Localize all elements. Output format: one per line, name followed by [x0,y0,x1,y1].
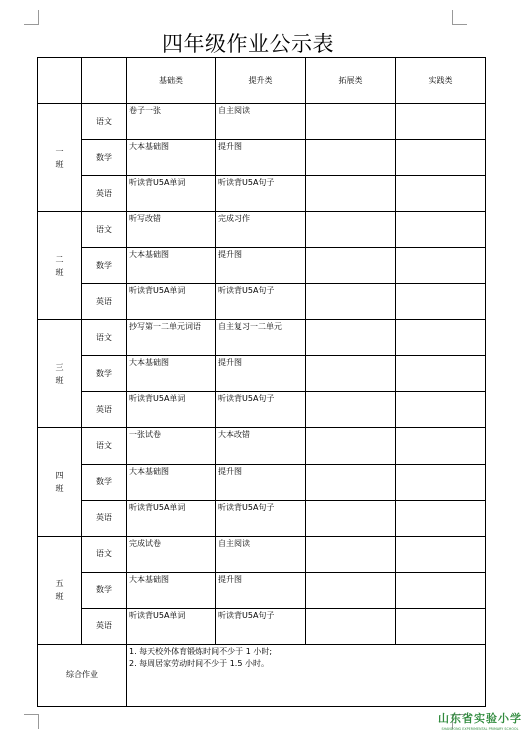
table-row [38,608,486,644]
extension-cell [306,608,396,644]
practice-cell [396,320,486,356]
comprehensive-note-line: 1. 每天校外体育锻炼时间不少于 1 小时; [129,646,273,656]
advanced-cell: 完成习作 [216,212,306,248]
header-extension: 拓展类 [306,58,396,104]
extension-cell [306,212,396,248]
subject-cell: 英语 [82,500,127,536]
class-name-text: 五班 [55,579,64,602]
table-row [38,392,486,428]
subject-cell: 数学 [82,464,127,500]
comprehensive-notes [127,644,486,706]
basic-cell: 一张试卷 [127,428,216,464]
extension-cell [306,176,396,212]
basic-cell: 听写改错 [127,212,216,248]
subject-cell: 数学 [82,140,127,176]
school-logo-english: SHANDONG EXPERIMENTAL PRIMARY SCHOOL [441,727,519,731]
advanced-cell: 提升图 [216,356,306,392]
extension-cell [306,140,396,176]
class-name [38,536,82,644]
basic-cell: 大本基础图 [127,356,216,392]
header-row [38,58,486,104]
subject-cell: 英语 [82,608,127,644]
subject-cell: 数学 [82,356,127,392]
advanced-cell: 听读背U5A句子 [216,176,306,212]
practice-cell [396,392,486,428]
practice-cell [396,176,486,212]
advanced-cell: 听读背U5A句子 [216,500,306,536]
table-row [38,500,486,536]
class-name [38,428,82,536]
subject-cell: 英语 [82,392,127,428]
advanced-cell: 提升图 [216,140,306,176]
practice-cell [396,536,486,572]
header-blank [38,58,82,104]
basic-cell: 听读背U5A单词 [127,608,216,644]
header-basic: 基础类 [127,58,216,104]
advanced-cell: 听读背U5A句子 [216,392,306,428]
subject-cell: 语文 [82,104,127,140]
crop-mark-top-right [452,10,467,25]
table-row [38,320,486,356]
practice-cell [396,284,486,320]
subject-cell: 语文 [82,212,127,248]
basic-cell: 大本基础图 [127,572,216,608]
class-name [38,104,82,212]
practice-cell [396,572,486,608]
table-row [38,284,486,320]
advanced-cell: 提升图 [216,248,306,284]
advanced-cell: 大本改错 [216,428,306,464]
extension-cell [306,536,396,572]
homework-table [37,57,486,707]
table-row [38,464,486,500]
table-row [38,212,486,248]
subject-cell: 数学 [82,572,127,608]
table-row [38,104,486,140]
basic-cell: 听读背U5A单词 [127,284,216,320]
advanced-cell: 听读背U5A句子 [216,284,306,320]
extension-cell [306,248,396,284]
extension-cell [306,104,396,140]
extension-cell [306,356,396,392]
table-row [38,248,486,284]
extension-cell [306,284,396,320]
practice-cell [396,608,486,644]
table-row [38,536,486,572]
subject-cell: 数学 [82,248,127,284]
practice-cell [396,140,486,176]
advanced-cell: 自主复习一二单元 [216,320,306,356]
comprehensive-note-line: 2. 每周居家劳动时间不少于 1.5 小时。 [129,658,269,668]
basic-cell: 听读背U5A单词 [127,392,216,428]
basic-cell: 卷子一张 [127,104,216,140]
basic-cell: 完成试卷 [127,536,216,572]
table-row [38,572,486,608]
extension-cell [306,320,396,356]
header-practice: 实践类 [396,58,486,104]
page-title: 四年级作业公示表 [162,32,334,56]
crop-mark-bottom-left [24,714,39,729]
basic-cell: 听读背U5A单词 [127,176,216,212]
subject-cell: 语文 [82,320,127,356]
school-logo-chinese: 山东省实验小学 [438,712,522,725]
basic-cell: 抄写第一二单元词语 [127,320,216,356]
basic-cell: 大本基础图 [127,140,216,176]
school-logo [432,710,528,731]
advanced-cell: 自主阅读 [216,536,306,572]
class-name-text: 四班 [55,471,64,494]
extension-cell [306,428,396,464]
table-row [38,428,486,464]
class-name [38,320,82,428]
practice-cell [396,500,486,536]
class-name [38,212,82,320]
practice-cell [396,212,486,248]
subject-cell: 语文 [82,428,127,464]
table-row [38,356,486,392]
crop-mark-top-left [24,10,39,25]
comprehensive-row [38,644,486,706]
practice-cell [396,464,486,500]
basic-cell: 听读背U5A单词 [127,500,216,536]
basic-cell: 大本基础图 [127,464,216,500]
extension-cell [306,392,396,428]
advanced-cell: 提升图 [216,572,306,608]
subject-cell: 英语 [82,176,127,212]
extension-cell [306,572,396,608]
advanced-cell: 听读背U5A句子 [216,608,306,644]
class-name-text: 一班 [55,146,64,169]
basic-cell: 大本基础图 [127,248,216,284]
practice-cell [396,104,486,140]
extension-cell [306,464,396,500]
subject-cell: 英语 [82,284,127,320]
advanced-cell: 提升图 [216,464,306,500]
table-row [38,176,486,212]
header-blank-subject [82,58,127,104]
header-advanced: 提升类 [216,58,306,104]
practice-cell [396,428,486,464]
practice-cell [396,248,486,284]
advanced-cell: 自主阅读 [216,104,306,140]
table-row [38,140,486,176]
class-name-text: 三班 [55,362,64,385]
subject-cell: 语文 [82,536,127,572]
practice-cell [396,356,486,392]
comprehensive-label: 综合作业 [38,644,127,706]
class-name-text: 二班 [55,254,64,277]
extension-cell [306,500,396,536]
